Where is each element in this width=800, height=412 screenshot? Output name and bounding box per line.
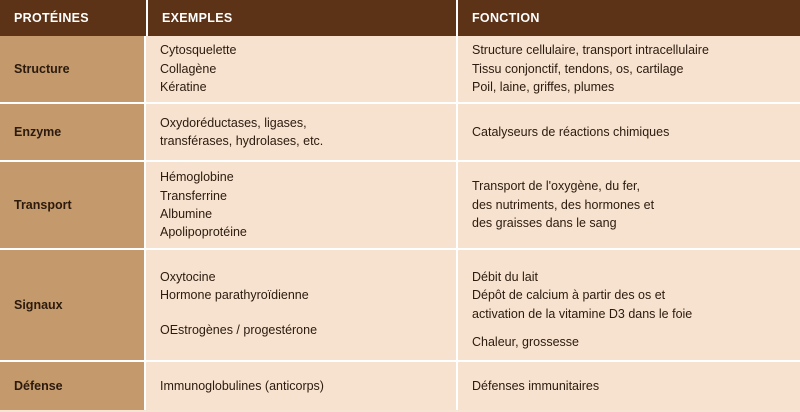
- row-examples-signaux: [146, 250, 456, 362]
- row-function-enzyme: [456, 104, 800, 162]
- row-category-defense: Défense: [0, 362, 146, 410]
- function-line: des graisses dans le sang: [472, 216, 617, 231]
- example-line-extra: OEstrogènes / progestérone: [160, 322, 318, 337]
- column-header-exemples: EXEMPLES: [146, 0, 456, 36]
- row-function-transport: [456, 162, 800, 250]
- example-line: transférases, hydrolases, etc.: [160, 134, 324, 148]
- example-line: Oxytocine: [160, 270, 216, 284]
- function-line: des nutriments, des hormones et: [472, 197, 655, 212]
- row-spacer: [472, 323, 786, 333]
- example-line: Apolipoprotéine: [160, 225, 247, 240]
- table-row: [0, 36, 800, 104]
- table-row: [0, 250, 800, 362]
- example-line: Immunoglobulines (anticorps): [160, 378, 324, 393]
- row-function-structure: [456, 36, 800, 104]
- column-header-proteines: PROTÉINES: [0, 0, 146, 36]
- row-examples-defense: [146, 362, 456, 410]
- row-category-signaux: Signaux: [0, 250, 146, 362]
- example-line: Transferrine: [160, 188, 227, 203]
- table-header-row: [0, 0, 800, 36]
- function-line: Catalyseurs de réactions chimiques: [472, 124, 670, 139]
- function-line: Tissu conjonctif, tendons, os, cartilage: [472, 61, 684, 76]
- example-line: Kératine: [160, 80, 207, 95]
- column-header-fonction: FONCTION: [456, 0, 800, 36]
- function-line: Structure cellulaire, transport intracellulaire: [472, 43, 709, 58]
- function-line: Poil, laine, griffes, plumes: [472, 80, 615, 95]
- function-line-extra: Chaleur, grossesse: [472, 334, 580, 349]
- example-line: Cytosquelette: [160, 43, 237, 58]
- example-line: Albumine: [160, 207, 213, 221]
- function-line: Dépôt de calcium à partir des os et: [472, 288, 666, 303]
- row-examples-structure: [146, 36, 456, 104]
- table-row: [0, 162, 800, 250]
- table-row: [0, 104, 800, 162]
- row-category-transport: Transport: [0, 162, 146, 250]
- example-line: Oxydoréductases, ligases,: [160, 115, 307, 130]
- example-line: Hormone parathyroïdienne: [160, 288, 309, 303]
- row-category-structure: Structure: [0, 36, 146, 104]
- row-spacer: [160, 305, 442, 321]
- function-line: activation de la vitamine D3 dans le foie: [472, 306, 693, 321]
- table-row: [0, 362, 800, 410]
- row-examples-transport: [146, 162, 456, 250]
- row-function-signaux: [456, 250, 800, 362]
- function-line: Défenses immunitaires: [472, 378, 600, 393]
- function-line: Débit du lait: [472, 270, 539, 284]
- row-examples-enzyme: [146, 104, 456, 162]
- example-line: Collagène: [160, 61, 217, 76]
- row-function-defense: [456, 362, 800, 410]
- row-category-enzyme: Enzyme: [0, 104, 146, 162]
- example-line: Hémoglobine: [160, 170, 234, 185]
- function-line: Transport de l'oxygène, du fer,: [472, 179, 640, 194]
